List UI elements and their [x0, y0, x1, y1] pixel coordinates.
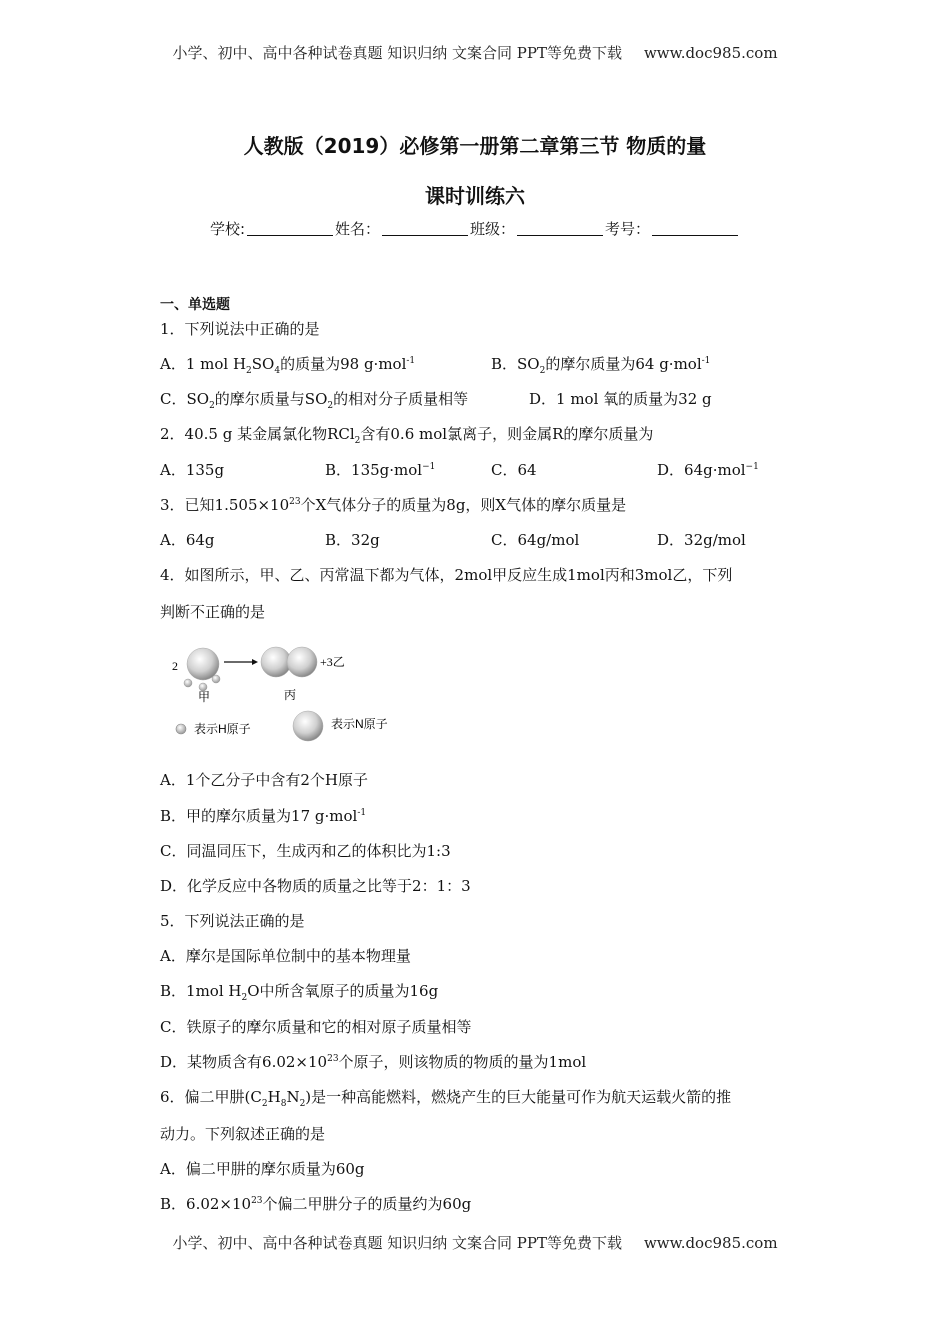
h-atom-legend-icon: [176, 724, 186, 734]
school-blank[interactable]: [247, 221, 333, 236]
q5-option-d: D．某物质含有$6.02\times 10^{23}$个原子，则该物质的物质的量为1mol: [160, 1053, 587, 1071]
footer-text: 小学、初中、高中各种试卷真题 知识归纳 文案合同 PPT等免费下载: [172, 1234, 622, 1252]
q2-option-d: D．64g·mol$^{-1}$: [657, 461, 759, 479]
q1-option-c: C．$SO_2$的摩尔质量与$SO_2$的相对分子质量相等: [160, 390, 469, 411]
header-url[interactable]: www.doc985.com: [643, 44, 778, 62]
q3-option-d: D．32g/mol: [657, 531, 746, 549]
section-heading: 一、单选题: [160, 297, 230, 313]
q6-option-b: B．$6.02\times 10^{23}$个偏二甲肼分子的质量约为60g: [160, 1195, 472, 1213]
arrow-right-icon: [224, 659, 258, 665]
q5-option-a: A．摩尔是国际单位制中的基本物理量: [160, 947, 411, 965]
molecule-bing-icon: [261, 647, 317, 677]
coefficient-text: 2: [172, 659, 178, 673]
legend-h-text: 表示H原子: [194, 722, 251, 736]
molecule-jia-icon: [184, 648, 220, 691]
q6-option-a: A．偏二甲肼的摩尔质量为60g: [160, 1160, 365, 1178]
q1-option-d: D．1 mol 氧的质量为32 g: [529, 390, 712, 408]
q2-option-a: A．135g: [160, 461, 225, 479]
q4-stem-line2: 判断不正确的是: [160, 603, 266, 621]
q5-option-c: C．铁原子的摩尔质量和它的相对原子质量相等: [160, 1018, 472, 1036]
q4-stem-line1: 4．如图所示，甲、乙、丙常温下都为气体，2mol甲反应生成1mol丙和3mol乙，下列: [160, 566, 733, 584]
label-jia: 甲: [198, 690, 211, 704]
name-label: 姓名：: [335, 220, 381, 238]
q5-stem: 5．下列说法正确的是: [160, 912, 305, 930]
school-label: 学校:: [209, 220, 245, 238]
q1-option-b: B．$SO_2$的摩尔质量为64 g·mol$^{-1}$: [491, 355, 711, 376]
q3-stem: 3．已知$1.505\times 10^{23}$个X气体分子的质量为8g，则X气体的摩尔质量是: [160, 496, 627, 514]
q4-option-c: C．同温同压下，生成丙和乙的体积比为1:3: [160, 842, 451, 860]
q4-option-a: A．1个乙分子中含有2个H原子: [160, 771, 369, 789]
product-extra-text: +3乙: [320, 655, 345, 669]
q6-stem-line2: 动力。下列叙述正确的是: [160, 1125, 326, 1143]
header-text: 小学、初中、高中各种试卷真题 知识归纳 文案合同 PPT等免费下载: [172, 44, 622, 62]
page-subtitle: 课时训练六: [425, 184, 525, 208]
q3-option-a: A．64g: [160, 531, 215, 549]
number-label: 考号：: [605, 220, 651, 238]
q1-stem: 1．下列说法中正确的是: [160, 320, 320, 338]
q4-option-d: D．化学反应中各物质的质量之比等于2：1：3: [160, 877, 471, 895]
page-title: 人教版（2019）必修第一册第二章第三节 物质的量: [243, 134, 707, 158]
q5-option-b: B．1mol $H_2O$中所含氧原子的质量为16g: [160, 982, 439, 1003]
class-label: 班级：: [470, 220, 516, 238]
label-bing: 丙: [284, 688, 297, 702]
page-footer: [0, 1232, 950, 1253]
n-atom-legend-icon: [293, 711, 323, 741]
legend-n-text: 表示N原子: [331, 717, 388, 731]
q6-stem-line1: 6．偏二甲肼$(C_2H_8N_2)$是一种高能燃料，燃烧产生的巨大能量可作为航天运载火箭的推: [160, 1088, 732, 1109]
q1-option-a: A．1 mol $H_2SO_4$的质量为98 g·mol$^{-1}$: [160, 355, 416, 376]
q3-option-c: C．64g/mol: [491, 531, 580, 549]
page-header: [0, 42, 950, 63]
q4-option-b: B．甲的摩尔质量为17 g·mol$^{-1}$: [160, 807, 367, 825]
name-blank[interactable]: [382, 221, 468, 236]
student-info-line: [0, 218, 950, 239]
q2-stem: 2．40.5 g 某金属氯化物RCl$_2$含有0.6 mol氯离子，则金属R的摩尔质量为: [160, 425, 654, 446]
reaction-diagram: [168, 644, 418, 748]
footer-url[interactable]: www.doc985.com: [643, 1234, 778, 1252]
q3-option-b: B．32g: [325, 531, 380, 549]
class-blank[interactable]: [517, 221, 603, 236]
q2-option-b: B．135g·mol$^{-1}$: [325, 461, 436, 479]
number-blank[interactable]: [652, 221, 738, 236]
q2-option-c: C．64: [491, 461, 537, 479]
